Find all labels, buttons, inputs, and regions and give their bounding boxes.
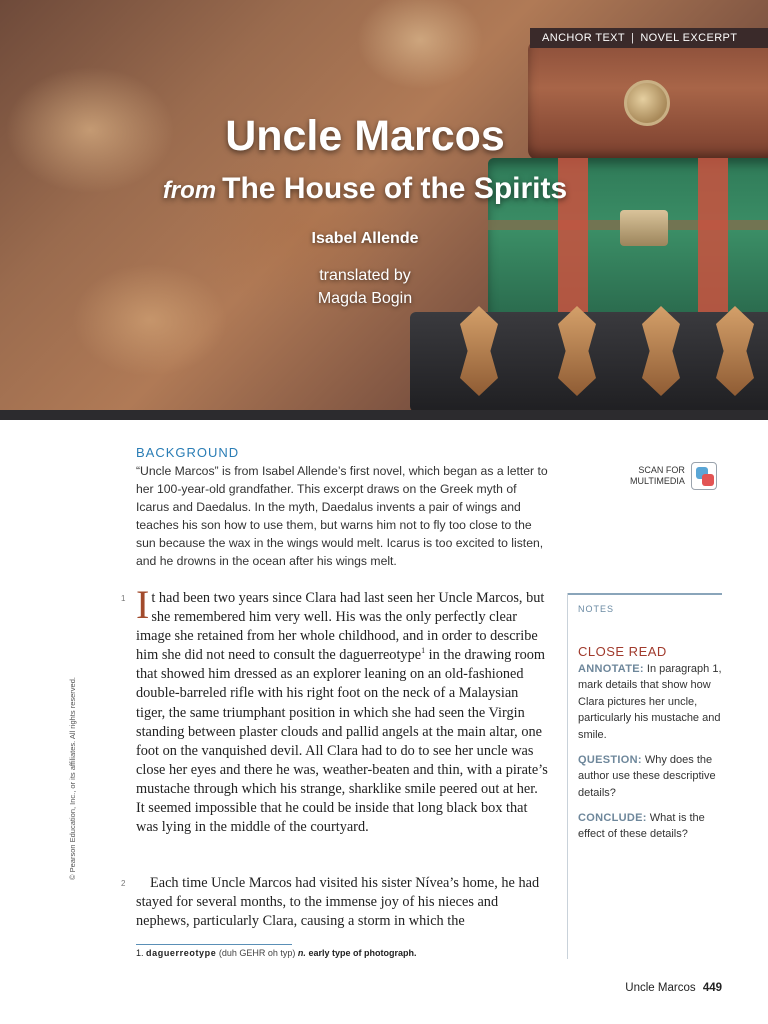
scan-label-line1: SCAN FOR	[638, 465, 685, 475]
page-subtitle	[0, 172, 730, 206]
footnote-part-of-speech: n.	[297, 948, 306, 958]
translator-name: Magda Bogin	[317, 290, 413, 307]
footnote-number: 1.	[136, 948, 144, 958]
page-footer	[625, 982, 722, 994]
question-prompt	[578, 752, 724, 801]
notes-label: NOTES	[578, 604, 615, 614]
page-title: Uncle Marcos	[225, 112, 505, 160]
footnote-divider	[136, 944, 292, 945]
footnote-definition: early type of photograph.	[308, 948, 417, 958]
annotate-keyword: ANNOTATE:	[578, 663, 644, 675]
close-read-heading: CLOSE READ	[578, 644, 667, 659]
notes-top-rule	[567, 593, 722, 595]
hero-bottom-bar	[0, 410, 768, 420]
question-keyword: QUESTION:	[578, 754, 642, 766]
paragraph-number-2: 2	[121, 879, 126, 888]
paragraph-number-1: 1	[121, 594, 126, 603]
copyright-notice: © Pearson Education, Inc., or its affiliates. All rights reserved.	[68, 677, 77, 880]
footnote-pronunciation: (duh GEHR oh typ)	[218, 948, 296, 958]
footnote-marker[interactable]: 1	[421, 646, 426, 656]
annotate-text: In paragraph 1, mark details that show how Clara pictures her uncle, particularly his mustache and smile.	[578, 663, 722, 741]
page-number: 449	[702, 982, 722, 994]
footer-title: Uncle Marcos	[625, 982, 696, 994]
footnote-term: daguerreotype	[146, 948, 217, 958]
conclude-keyword: CONCLUDE:	[578, 812, 647, 824]
badge-anchor-text: ANCHOR TEXT	[542, 32, 626, 44]
story-paragraph-2: Each time Uncle Marcos had visited his sister Nívea’s home, he had stayed for several months, to the immense joy of his nieces and nephews, particularly Clara, causing a storm in which the	[136, 875, 540, 930]
translated-by-label: translated by	[319, 267, 411, 284]
conclude-text: What is the effect of these details?	[578, 812, 705, 841]
conclude-prompt	[578, 810, 724, 843]
black-trunk	[410, 312, 768, 412]
anchor-text-badge	[530, 28, 768, 48]
subtitle-book: The House of the Spirits	[222, 172, 568, 205]
scan-label	[630, 465, 685, 487]
author-name: Isabel Allende	[311, 230, 419, 247]
scan-label-line2: MULTIMEDIA	[630, 476, 685, 486]
paragraph-1-text-a: t had been two years since Clara had last seen her Uncle Marcos, but she remembered him very well. His was the only perfectly clear image she retained from her whole childhood, and in order to describe him she did not need to consult the daguerreotype	[136, 590, 545, 664]
background-text: “Uncle Marcos” is from Isabel Allende’s first novel, which began as a letter to her 100-year-old grandfather. This excerpt draws on the Greek myth of Icarus and Daedalus. In the myth, Daedalus invents a pair of wings and teaches his son how to use them, but warns him not to fly too close to the sun because the wax in the wings would melt. Icarus is too excited to listen, and he drowns in the ocean after his wings melt.	[136, 464, 548, 568]
paragraph-1-text-b: in the drawing room that showed him dressed as an explorer leaning on an old-fashioned double-barreled rifle with his right foot on the neck of a Malaysian tiger, the same triumphant position in which she had seen the Virgin standing between plaster clouds and pallid angels at the main altar, one foot on the vanquished devil. All Clara had to do to see her uncle was close her eyes and there he was, weather-beaten and thin, with a pirate’s mustache through which his strange, sharklike smile peered out at her. It seemed impossible that he could be inside that long black box that was lying in the middle of the courtyard.	[136, 647, 548, 836]
drop-cap: I	[136, 582, 150, 627]
scan-for-multimedia[interactable]	[630, 462, 717, 490]
hero-image	[0, 0, 768, 420]
badge-novel-excerpt: NOVEL EXCERPT	[640, 32, 738, 44]
annotate-prompt	[578, 661, 724, 743]
subtitle-from: from	[162, 177, 217, 204]
badge-separator: |	[631, 32, 635, 44]
footnote	[136, 948, 416, 958]
multimedia-icon[interactable]	[691, 462, 717, 490]
question-text: Why does the author use these descriptive details?	[578, 754, 716, 799]
background-heading: BACKGROUND	[136, 445, 240, 460]
notes-left-rule	[567, 593, 568, 959]
story-paragraph-1	[136, 582, 550, 837]
translator-credit	[0, 264, 730, 310]
